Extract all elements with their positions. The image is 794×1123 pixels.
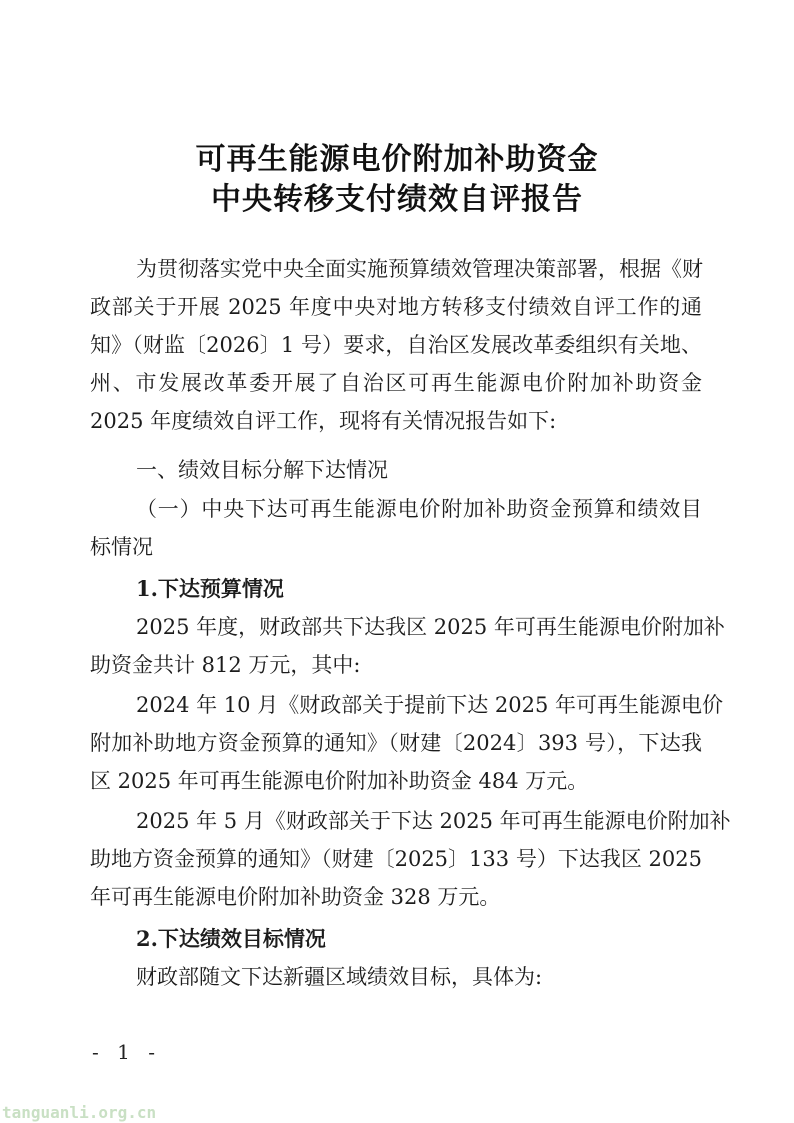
item-heading-2: 2.下达绩效目标情况 — [136, 926, 326, 951]
budget-paragraph-line: 助资金共计 812 万元，其中: — [90, 653, 361, 677]
intro-paragraph-line: 知》（财监〔2026〕1 号）要求，自治区发展改革委组织有关地、 — [90, 333, 702, 357]
targets-paragraph-line: 财政部随文下达新疆区域绩效目标，具体为: — [136, 965, 543, 989]
budget-2025-paragraph-line: 助地方资金预算的通知》（财建〔2025〕133 号）下达我区 2025 — [90, 847, 702, 871]
section-heading-1: 一、绩效目标分解下达情况 — [136, 458, 388, 482]
intro-paragraph-line: 政部关于开展 2025 年度中央对地方转移支付绩效自评工作的通 — [90, 295, 702, 319]
watermark: tanguanli.org.cn — [2, 1103, 157, 1122]
subsection-heading-line: 标情况 — [90, 535, 153, 559]
intro-paragraph-line: 为贯彻落实党中央全面实施预算绩效管理决策部署，根据《财 — [136, 257, 703, 281]
item-heading-1: 1.下达预算情况 — [136, 576, 284, 601]
intro-paragraph-line: 2025 年度绩效自评工作，现将有关情况报告如下: — [90, 409, 557, 433]
budget-2024-paragraph-line: 附加补助地方资金预算的通知》（财建〔2024〕393 号），下达我 — [90, 731, 702, 755]
intro-paragraph-line: 州、市发展改革委开展了自治区可再生能源电价附加补助资金 — [90, 371, 702, 395]
budget-2024-paragraph-line: 区 2025 年可再生能源电价附加补助资金 484 万元。 — [90, 769, 589, 793]
budget-paragraph-line: 2025 年度，财政部共下达我区 2025 年可再生能源电价附加补 — [136, 615, 725, 639]
budget-2025-paragraph-line: 2025 年 5 月《财政部关于下达 2025 年可再生能源电价附加补 — [136, 809, 731, 833]
report-title-line-2: 中央转移支付绩效自评报告 — [211, 182, 583, 217]
budget-2024-paragraph-line: 2024 年 10 月《财政部关于提前下达 2025 年可再生能源电价 — [136, 693, 723, 717]
subsection-heading-line: （一）中央下达可再生能源电价附加补助资金预算和绩效目 — [136, 497, 702, 521]
page-number: - 1 - — [92, 1040, 161, 1064]
report-title-line-1: 可再生能源电价附加补助资金 — [195, 142, 599, 177]
budget-2025-paragraph-line: 年可再生能源电价附加补助资金 328 万元。 — [90, 885, 501, 909]
